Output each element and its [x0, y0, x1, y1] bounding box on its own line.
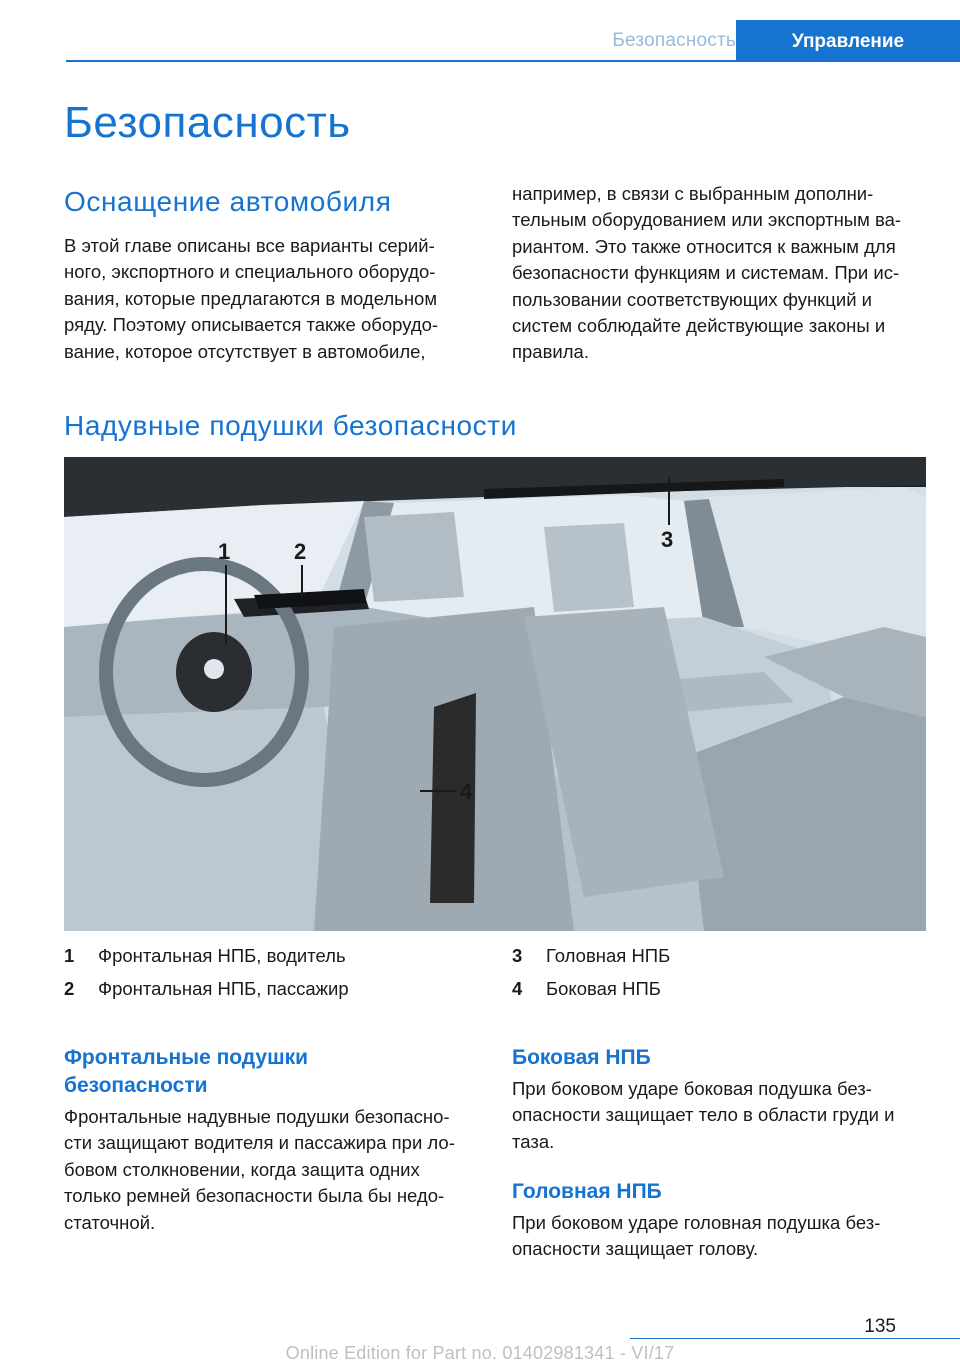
- figure-label-3: 3: [661, 527, 674, 552]
- header-rule: [66, 60, 960, 62]
- subtitle-head-airbag: Головная НПБ: [512, 1180, 662, 1203]
- legend-item: [64, 945, 484, 967]
- legend-item: [512, 978, 926, 1000]
- side-airbag-text: При боковом ударе боковая подушка без- опасности защищает тело в области груди и таза.: [512, 1078, 895, 1152]
- page-number: 135: [864, 1316, 896, 1337]
- figure-label-4: 4: [460, 779, 473, 804]
- chapter-title: Безопасность: [64, 98, 351, 147]
- legend-text: Фронтальная НПБ, водитель: [98, 945, 346, 966]
- legend-num: 2: [64, 978, 75, 999]
- header-tab-safety[interactable]: Безопасность: [612, 30, 736, 51]
- legend-num: 3: [512, 945, 523, 966]
- legend-text: Боковая НПБ: [546, 978, 661, 999]
- legend-right: [512, 945, 926, 1005]
- legend-num: 4: [512, 978, 523, 999]
- header-tab-controls[interactable]: Управление: [736, 20, 960, 62]
- front-airbags-text: Фронтальные надувные подушки безопасно- сти защищают водителя и пассажира при ло- бовом столкновении, когда защита одних только ремней безопасности была бы недо- статочной.: [64, 1106, 455, 1233]
- car-interior-drawing: [64, 457, 926, 931]
- footer-edition: Online Edition for Part no. 01402981341 - VI/17: [285, 1343, 675, 1363]
- footer-rule: [630, 1338, 960, 1339]
- legend-left: [64, 945, 484, 1005]
- legend-text: Фронтальная НПБ, пассажир: [98, 978, 349, 999]
- legend-text: Головная НПБ: [546, 945, 671, 966]
- section-title-equipment: Оснащение автомобиля: [64, 186, 392, 217]
- legend-item: [64, 978, 484, 1000]
- legend-num: 1: [64, 945, 75, 966]
- head-airbag-text: При боковом ударе головная подушка без- опасности защищает голову.: [512, 1212, 881, 1260]
- subtitle-side-airbag: Боковая НПБ: [512, 1046, 651, 1069]
- subtitle-front-airbags: Фронтальные подушки безопасности: [64, 1046, 309, 1097]
- figure-label-2: 2: [294, 539, 307, 564]
- legend-item: [512, 945, 926, 967]
- equipment-paragraph-left: В этой главе описаны все варианты серий- ного, экспортного и специального оборудо- вания, которые предлагаются в модельном ряду. Поэтому описывается также оборудо- вание, которое отсутствует в автомобиле,: [64, 235, 439, 362]
- section-title-airbags: Надувные подушки безопасности: [64, 410, 517, 441]
- airbag-illustration: [64, 457, 926, 931]
- equipment-paragraph-right: например, в связи с выбранным дополни- тельным оборудованием или экспортным ва- риантом. Это также относится к важным для безопасности функциям и системам. При ис- пользовании соответствующих функций и систем соблюдайте действующие законы и правила.: [512, 183, 902, 363]
- running-header: [66, 20, 960, 62]
- figure-label-1: 1: [218, 539, 231, 564]
